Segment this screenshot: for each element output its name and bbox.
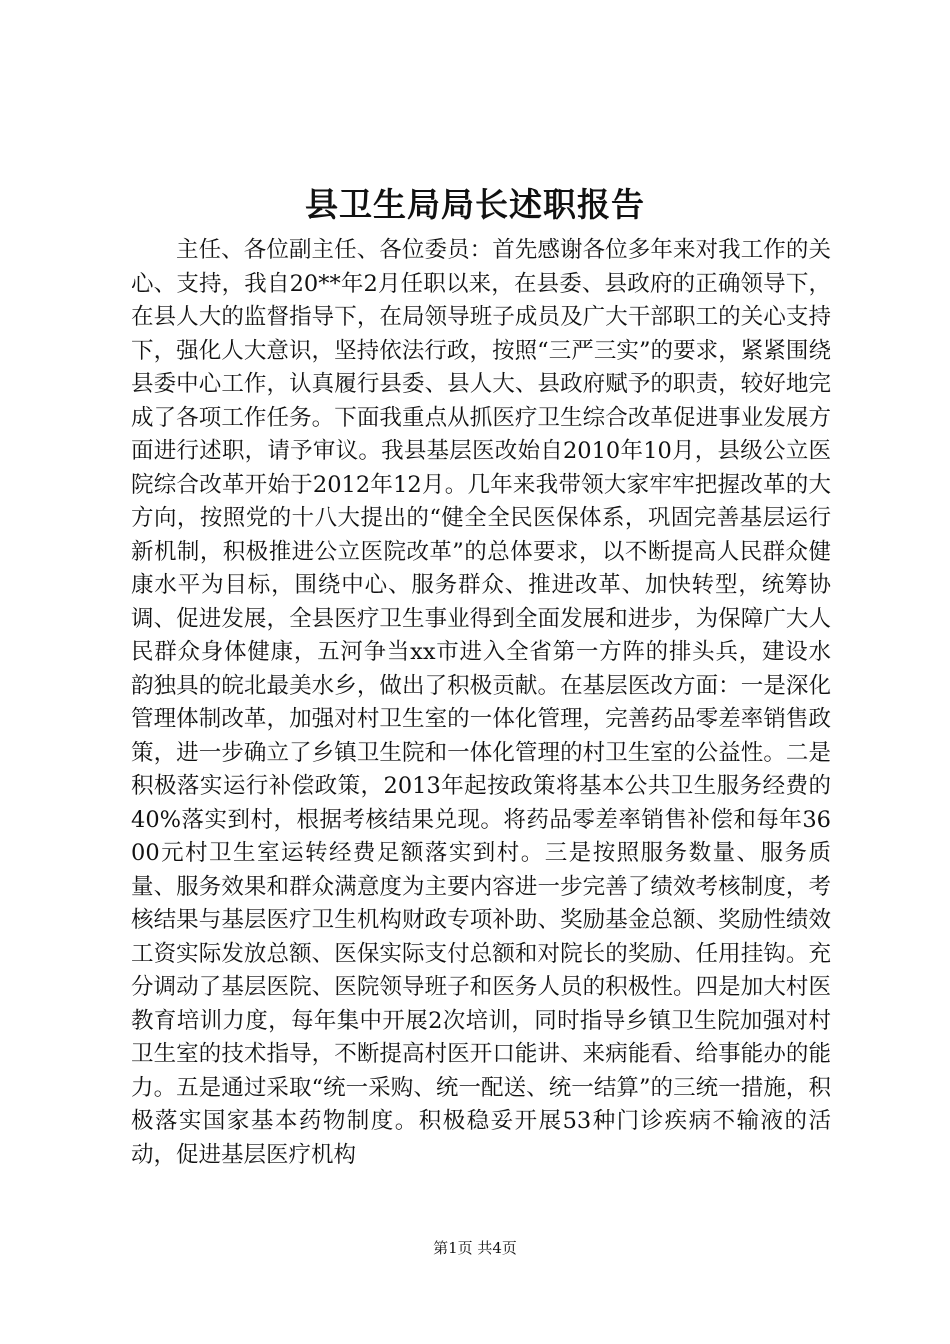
document-body-paragraph: 主任、各位副主任、各位委员：首先感谢各位多年来对我工作的关心、支持，我自20**年2月任职以来，在县委、县政府的正确领导下，在县人大的监督指导下，在局领导班子成员及广大干部职工的关心支持下，强化人大意识，坚持依法行政，按照“三严三实”的要求，紧紧围绕县委中心工作，认真履行县委、县人大、县政府赋予的职责，较好地完成了各项工作任务。下面我重点从抓医疗卫生综合改革促进事业发展方面进行述职，请予审议。我县基层医改始自2010年10月，县级公立医院综合改革开始于2012年12月。几年来我带领大家牢牢把握改革的大方向，按照党的十八大提出的“健全全民医保体系，巩固完善基层运行新机制，积极推进公立医院改革”的总体要求，以不断提高人民群众健康水平为目标，围绕中心、服务群众、推进改革、加快转型，统筹协调、促进发展，全县医疗卫生事业得到全面发展和进步，为保障广大人民群众身体健康，五河争当xx市进入全省第一方阵的排头兵，建设水韵独具的皖北最美水乡，做出了积极贡献。在基层医改方面：一是深化管理体制改革，加强对村卫生室的一体化管理，完善药品零差率销售政策，进一步确立了乡镇卫生院和一体化管理的村卫生室的公益性。二是积极落实运行补偿政策，2013年起按政策将基本公共卫生服务经费的40%落实到村，根据考核结果兑现。将药品零差率销售补偿和每年3600元村卫生室运转经费足额落实到村。三是按照服务数量、服务质量、服务效果和群众满意度为主要内容进一步完善了绩效考核制度，考核结果与基层医疗卫生机构财政专项补助、奖励基金总额、奖励性绩效工资实际发放总额、医保实际支付总额和对院长的奖励、任用挂钩。充分调动了基层医院、医院领导班子和医务人员的积极性。四是加大村医教育培训力度，每年集中开展2次培训，同时指导乡镇卫生院加强对村卫生室的技术指导，不断提高村医开口能讲、来病能看、给事能办的能力。五是通过采取“统一采购、统一配送、统一结算”的三统一措施，积极落实国家基本药物制度。积极稳妥开展53种门诊疾病不输液的活动，促进基层医疗机构	[131, 237, 831, 1168]
page-number-footer: 第1页 共4页	[433, 1239, 517, 1257]
document-title: 县卫生局局长述职报告	[305, 185, 645, 224]
